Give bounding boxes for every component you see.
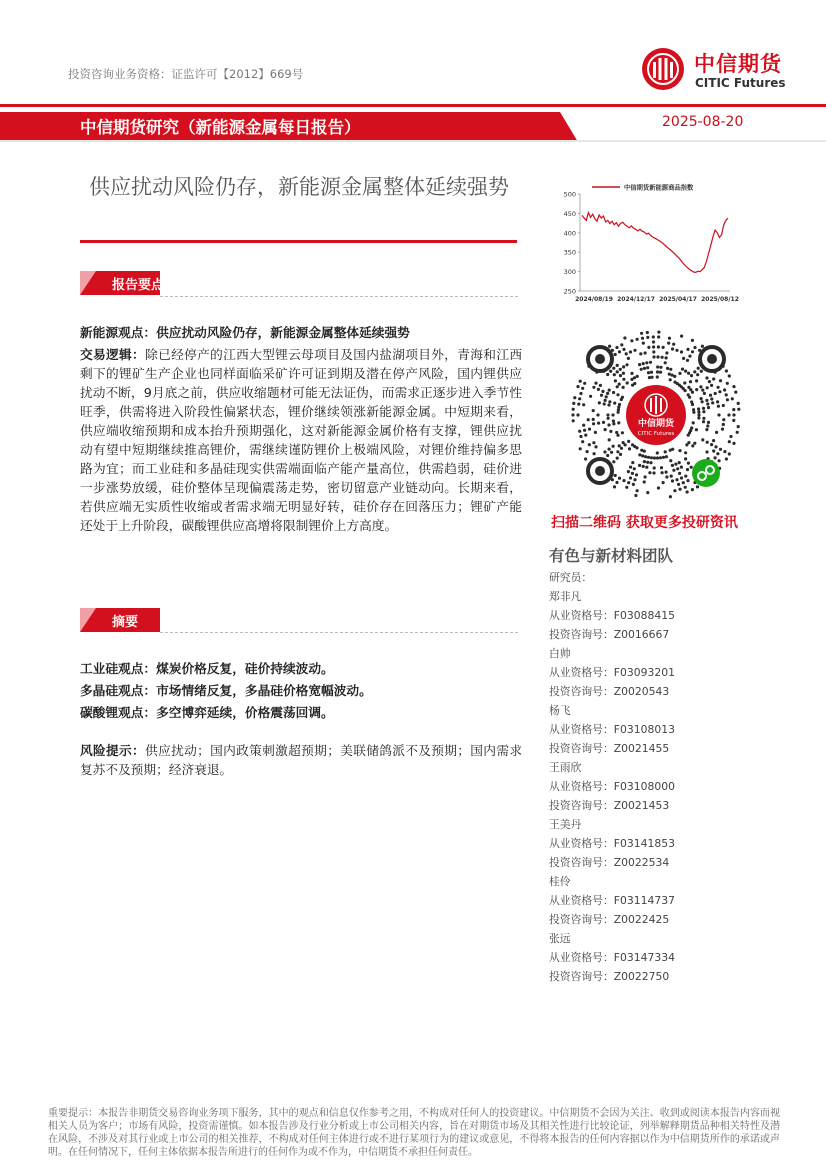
consulting-label: 投资咨询号： xyxy=(549,799,614,812)
risk-label: 风险提示： xyxy=(80,743,146,758)
summary-tag-label: 报告要点 xyxy=(112,278,165,293)
consulting-label: 投资咨询号： xyxy=(549,742,614,755)
qr-logo-cn: 中信期货 xyxy=(637,419,675,429)
consulting-value: Z0016667 xyxy=(613,628,670,641)
team-list xyxy=(549,568,675,986)
consulting-number xyxy=(549,910,675,929)
consulting-label: 投资咨询号： xyxy=(549,685,614,698)
consulting-label: 投资咨询号： xyxy=(549,856,614,869)
consulting-number xyxy=(549,796,675,815)
consulting-number xyxy=(549,967,675,986)
abstract-tag xyxy=(80,608,160,632)
consulting-value: Z0020543 xyxy=(613,685,670,698)
summary-tag xyxy=(80,271,165,295)
chart-y-tick-label: 300 xyxy=(563,268,576,277)
consulting-value: Z0021455 xyxy=(613,742,670,755)
risk-warning xyxy=(80,741,522,779)
abstract-divider xyxy=(160,632,518,633)
qualification-label: 从业资格号： xyxy=(549,837,614,850)
license-text: 投资咨询业务资格：证监许可【2012】669号 xyxy=(68,67,304,81)
citic-logo-icon xyxy=(640,46,686,92)
chart-legend-label: 中信期货新能源商品指数 xyxy=(624,184,694,192)
qualification-value: F03114737 xyxy=(613,894,675,907)
qr-caption: 扫描二维码 获取更多投研资讯 xyxy=(551,515,738,531)
chart-x-tick-label: 2025/04/17 xyxy=(659,296,697,303)
qr-logo-en: CITIC Futures xyxy=(637,431,675,437)
consulting-number xyxy=(549,853,675,872)
chart-y-tick-label: 500 xyxy=(563,190,576,199)
citic-logo xyxy=(640,44,810,98)
qualification-label: 从业资格号： xyxy=(549,894,614,907)
chart-x-tick-label: 2025/08/12 xyxy=(701,296,739,303)
banner-title: 中信期货研究（新能源金属每日报告） xyxy=(80,118,361,137)
qualification-number xyxy=(549,948,675,967)
qualification-number xyxy=(549,663,675,682)
researcher-name: 杨飞 xyxy=(549,704,571,717)
qualification-label: 从业资格号： xyxy=(549,951,614,964)
qualification-value: F03093201 xyxy=(613,666,675,679)
consulting-number xyxy=(549,682,675,701)
chart-y-tick-label: 400 xyxy=(563,229,576,238)
qualification-label: 从业资格号： xyxy=(549,666,614,679)
consulting-value: Z0022534 xyxy=(613,856,670,869)
report-date: 2025-08-20 xyxy=(662,114,744,130)
researcher-name: 王美丹 xyxy=(549,818,582,831)
summary-headline: 新能源观点：供应扰动风险仍存，新能源金属整体延续强势 xyxy=(80,325,410,340)
qualification-number xyxy=(549,720,675,739)
qualification-number xyxy=(549,891,675,910)
chart-y-tick-label: 350 xyxy=(563,248,576,257)
summary-divider xyxy=(160,296,518,297)
risk-text: 供应扰动；国内政策刺激超预期；美联储鸽派不及预期；国内需求复苏不及预期；经济衰退。 xyxy=(80,743,523,777)
logic-label: 交易逻辑： xyxy=(80,347,146,362)
qualification-number xyxy=(549,834,675,853)
index-line-chart xyxy=(548,180,762,310)
qualification-value: F03108013 xyxy=(613,723,675,736)
consulting-label: 投资咨询号： xyxy=(549,913,614,926)
consulting-label: 投资咨询号： xyxy=(549,628,614,641)
summary-logic xyxy=(80,345,522,535)
qualification-number xyxy=(549,606,675,625)
logo-english-name: CITIC Futures xyxy=(695,76,786,90)
consulting-label: 投资咨询号： xyxy=(549,970,614,983)
report-title: 供应扰动风险仍存，新能源金属整体延续强势 xyxy=(89,175,509,199)
chart-y-tick-label: 450 xyxy=(563,209,576,218)
qualification-value: F03108000 xyxy=(613,780,675,793)
abstract-item: 碳酸锂观点：多空博弈延续，价格震荡回调。 xyxy=(80,705,334,720)
qualification-value: F03088415 xyxy=(613,609,675,622)
qualification-label: 从业资格号： xyxy=(549,609,614,622)
title-divider xyxy=(80,240,517,243)
chart-y-tick-label: 250 xyxy=(563,287,576,296)
abstract-item: 工业硅观点：煤炭价格反复，硅价持续波动。 xyxy=(80,661,334,676)
qualification-value: F03141853 xyxy=(613,837,675,850)
qualification-number xyxy=(549,777,675,796)
qualification-value: F03147334 xyxy=(613,951,675,964)
researcher-name: 郑非凡 xyxy=(549,590,582,603)
disclaimer: 重要提示：本报告非期货交易咨询业务项下服务，其中的观点和信息仅作参考之用，不构成对任何人的投资建议。中信期货不会因为关注、收到或阅读本报告内容而视相关人员为客户；市场有风险，投资需谨慎。如本报告涉及行业分析或上市公司相关内容，旨在对期货市场及其相关性进行比较论证，列举解释期货品种相关特性及潜在风险，不涉及对其行业或上市公司的相关推荐，不构成对任何主体进行或不进行某项行为的建议或意见，不得将本报告的任何内容据以作为中信期货所作的承诺或声明。在任何情况下，任何主体依据本报告所进行的任何作为或不作为，中信期货不承担任何责任。 xyxy=(48,1108,780,1158)
consulting-value: Z0022425 xyxy=(613,913,670,926)
chart-x-tick-label: 2024/08/19 xyxy=(575,296,613,303)
team-title: 有色与新材料团队 xyxy=(549,547,674,565)
consulting-value: Z0022750 xyxy=(613,970,670,983)
qualification-label: 从业资格号： xyxy=(549,723,614,736)
researcher-name: 张远 xyxy=(549,932,571,945)
logo-chinese-name: 中信期货 xyxy=(694,52,782,76)
abstract-tag-label: 摘要 xyxy=(112,615,139,630)
chart-series-line xyxy=(582,213,728,273)
qr-code xyxy=(566,325,746,505)
researcher-name: 桂伶 xyxy=(549,875,571,888)
consulting-number xyxy=(549,739,675,758)
consulting-value: Z0021453 xyxy=(613,799,670,812)
abstract-item: 多晶硅观点：市场情绪反复，多晶硅价格宽幅波动。 xyxy=(80,683,372,698)
researcher-name: 王雨欣 xyxy=(549,761,582,774)
researchers-label: 研究员： xyxy=(549,571,593,584)
qualification-label: 从业资格号： xyxy=(549,780,614,793)
consulting-number xyxy=(549,625,675,644)
chart-x-tick-label: 2024/12/17 xyxy=(617,296,655,303)
logic-text: 除已经停产的江西大型锂云母项目及国内盐湖项目外，青海和江西剩下的锂矿生产企业也同样面临采矿许可证到期及潜在停产风险，国内锂供应扰动不断，9月底之前，供应收缩题材可能无法证伪，而需求正逐步进入季节性旺季，供需将进入阶段性偏紧状态，锂价继续领涨新能源金属。中短期来看，供应端收缩预期和成本抬升预期强化，这对新能源金属价格有支撑，锂供应扰动有望中短期继续推高锂价，需继续谨防锂价上极端风险，对锂价维持偏多思路为宜；而工业硅和多晶硅现实供需端面临产能产量高位，供需趋弱，硅价进一步涨势放缓，硅价整体呈现偏震荡走势，密切留意产业链动向。长期来看，若供应端无实质性收缩或者需求端无明显好转，硅价存在回落压力；锂矿产能还处于上升阶段，碳酸锂供应高增将限制锂价上方高度。 xyxy=(80,347,523,533)
researcher-name: 白帅 xyxy=(549,647,571,660)
